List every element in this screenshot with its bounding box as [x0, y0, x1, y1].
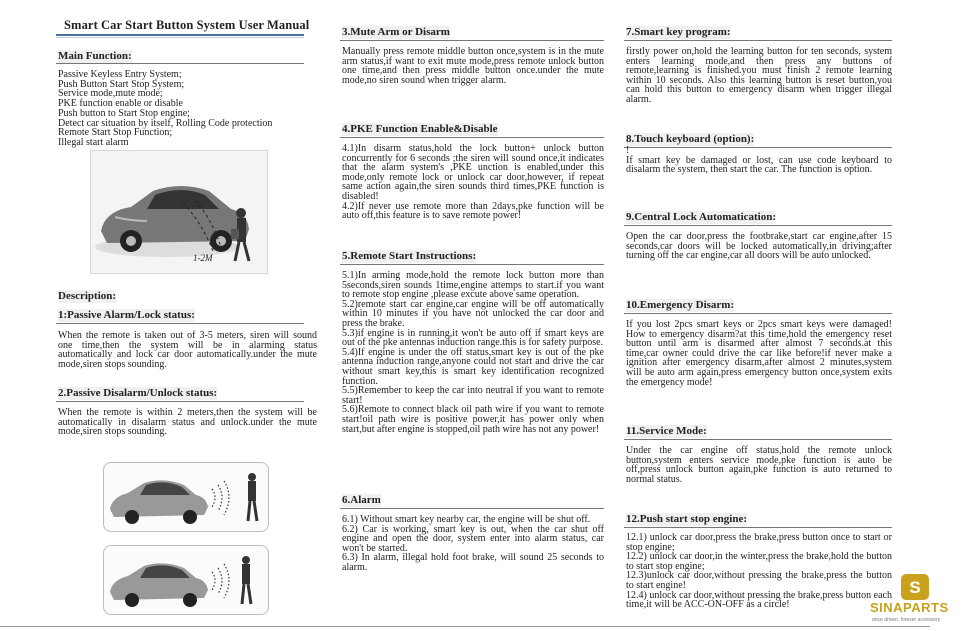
section-7-heading: 7.Smart key program: [626, 26, 731, 38]
section-7-rule [624, 40, 892, 41]
main-function-item: Push button to Start Stop engine; [58, 107, 190, 119]
main-function-heading: Main Function: [58, 50, 132, 62]
main-function-list [58, 70, 272, 148]
main-function-rule [56, 63, 304, 64]
section-12-heading: 12.Push start stop engine: [626, 513, 748, 525]
section-4-body: 4.1)In disarm status,hold the lock button+ unlock button concurrently for 6 seconds ;the siren will sound once,it indicates that the alarm system's ,PKE unction is enabled,under this mode,only remote lock or unlock car door,however, if repeat same action again,the siren sounds third times,PKE function is disabled! 4.2)If never use remote more than 2days,pke function will be auto off,this feature is to save remote power! [342, 143, 604, 222]
section-1-rule [56, 323, 304, 324]
section-8-body: ! If smart key be damaged or lost, can use code keyboard to disalarm the system, then start the car. The function is option. [626, 145, 892, 176]
title-rule [56, 34, 304, 36]
page-bottom-rule [0, 626, 930, 627]
car-illustration-svg [91, 151, 267, 273]
section-11-heading: 11.Service Mode: [626, 425, 707, 437]
main-function-item: Push Button Start Stop System; [58, 78, 185, 90]
main-function-item: PKE function enable or disable [58, 98, 183, 110]
manual-title: Smart Car Start Button System User Manual [64, 18, 310, 32]
sinaparts-logo [864, 573, 956, 625]
distance-label: 1-2M [193, 253, 213, 263]
unlock-illustration-svg [104, 546, 268, 614]
section-6-rule [340, 508, 604, 509]
section-3-heading: 3.Mute Arm or Disarm [342, 26, 450, 38]
section-1-body: When the remote is taken out of 3-5 meters, siren will sound one time,then the system will be in alarming status automatically and lock car door automatically.under the mute mode,siren stops sounding. [58, 330, 317, 370]
section-3-rule [340, 40, 604, 41]
section-2-rule [56, 401, 304, 402]
section-10-heading: 10.Emergency Disarm: [626, 299, 735, 311]
section-4-rule [340, 137, 604, 138]
section-11-rule [624, 439, 892, 440]
section-12-rule [624, 527, 892, 528]
section-5-heading: 5.Remote Start Instructions: [342, 250, 477, 262]
section-9-heading: 9.Central Lock Automatication: [626, 211, 777, 223]
logo-tagline: once driven. forever accessory [872, 617, 941, 623]
section-5-rule [340, 264, 604, 265]
section-6-heading: 6.Alarm [342, 494, 381, 506]
main-function-item: Service mode,mute mode; [58, 88, 163, 100]
section-6-body: 6.1) Without smart key nearby car, the engine will be shut off. 6.2) Car is working, smart key is out, when the car shut off engine and open the door, system enter into alarm status, car won't be started. 6.3) In alarm, illegal hold foot brake, will sound 25 seconds to alarm. [342, 514, 604, 573]
main-function-item: Detect car situation by itself, Rolling Code protection [58, 117, 273, 129]
section-12-body: 12.1) unlock car door,press the brake,press button once to start or stop engine; 12.2) unlock car door,in the winter,press the brake,hold the button to start stop engine; 12.3)unlock car door,without pressing the brake,press the button to start engine! 12.4) unlock car door,without pressing the brake,press button each time,it will be ACC-ON-OFF as a circle! [626, 532, 892, 611]
main-function-item: Passive Keyless Entry System; [58, 69, 182, 80]
section-10-rule [624, 313, 892, 314]
logo-wordmark: SINAPARTS [870, 600, 949, 615]
main-function-item: Illegal start alarm [58, 136, 129, 148]
section-8-heading: 8.Touch keyboard (option): [626, 133, 755, 145]
svg-text:S: S [909, 578, 921, 597]
passive-lock-illustration [103, 462, 269, 532]
section-10-body: If you lost 2pcs smart keys or 2pcs smart keys were damaged! How to emergency disarm?at this time,hold the emergency reset button until arm is disarmed after almost 7 seconds.at this time,car owner could drive the car like before!if never make a ignition after emergency disarm,after almost 2 minutes,system will be auto arm again,press emergency button once,system exits the emergency mode! [626, 319, 892, 388]
section-9-rule [624, 225, 892, 226]
main-function-item: Remote Start Stop Function; [58, 127, 173, 139]
passive-unlock-illustration [103, 545, 269, 615]
section-2-body: When the remote is within 2 meters,then the system will be automatically in disalarm status and unlock.under the mute mode,siren stops sounding. [58, 407, 317, 438]
lock-illustration-svg [104, 463, 268, 531]
section-7-body: firstly power on,hold the learning button for ten seconds, system enters learning mode,and then press any buttons of remote,learning is finished.you must finish 2 remote learning within 10 seconds. Also this learning button is reset button,you can hold this button to emergency disarm when trigger illegal alarm. [626, 46, 892, 105]
section-2-heading: 2.Passive Disalarm/Unlock status: [58, 387, 218, 399]
section-3-body: Manually press remote middle button once,system is in the mute arm status,if want to exit mute mode,press remote unlock button one time,and then press middle button once.under the mute mode,no siren sound when trigger alarm. [342, 46, 604, 86]
logo-mark-icon [900, 573, 930, 601]
section-9-body: Open the car door,press the footbrake,start car engine,after 15 seconds,car doors will be locked automatically,in driving;after turning off the car engine,car all doors will be auto unlocked. [626, 231, 892, 262]
section-4-heading: 4.PKE Function Enable&Disable [342, 123, 498, 135]
section-1-heading: 1:Passive Alarm/Lock status: [58, 309, 195, 321]
section-11-body: Under the car engine off status,hold the remote unlock button,system enters service mode,pke function is auto be off,press unlock button again,pke function is auto returned to normal status. [626, 445, 892, 485]
title-rule-thin [56, 37, 304, 38]
car-walkaway-illustration [90, 150, 268, 274]
section-5-body: 5.1)In arming mode,hold the remote lock button more than 5seconds,siren sounds 1time,engine attemps to start.if you want to remote stop engine ,please excute above same operation. 5.2)remote start car engine,car engine will be off automatically within 10 minutes if you have not unlocked the car door and press the brake. 5.3)if engine is in running,it won't be auto off if smart keys are out of the pke antennas induction range.this is for safety purpose. 5.4)If engine is under the off status,smart key is out of the pke antenna induction range,anyone could not start and drive the car without smart key,this is smart key identification recognized function. 5.5)Remember to keep the car into neutral if you want to remote start! 5.6)Remote to connect black oil path wire if you want to remote start!oil path wire is positive power,it has power only when start,but after engine is stopped,oil path wire has not any power! [342, 270, 604, 435]
description-heading: Description: [58, 290, 117, 302]
